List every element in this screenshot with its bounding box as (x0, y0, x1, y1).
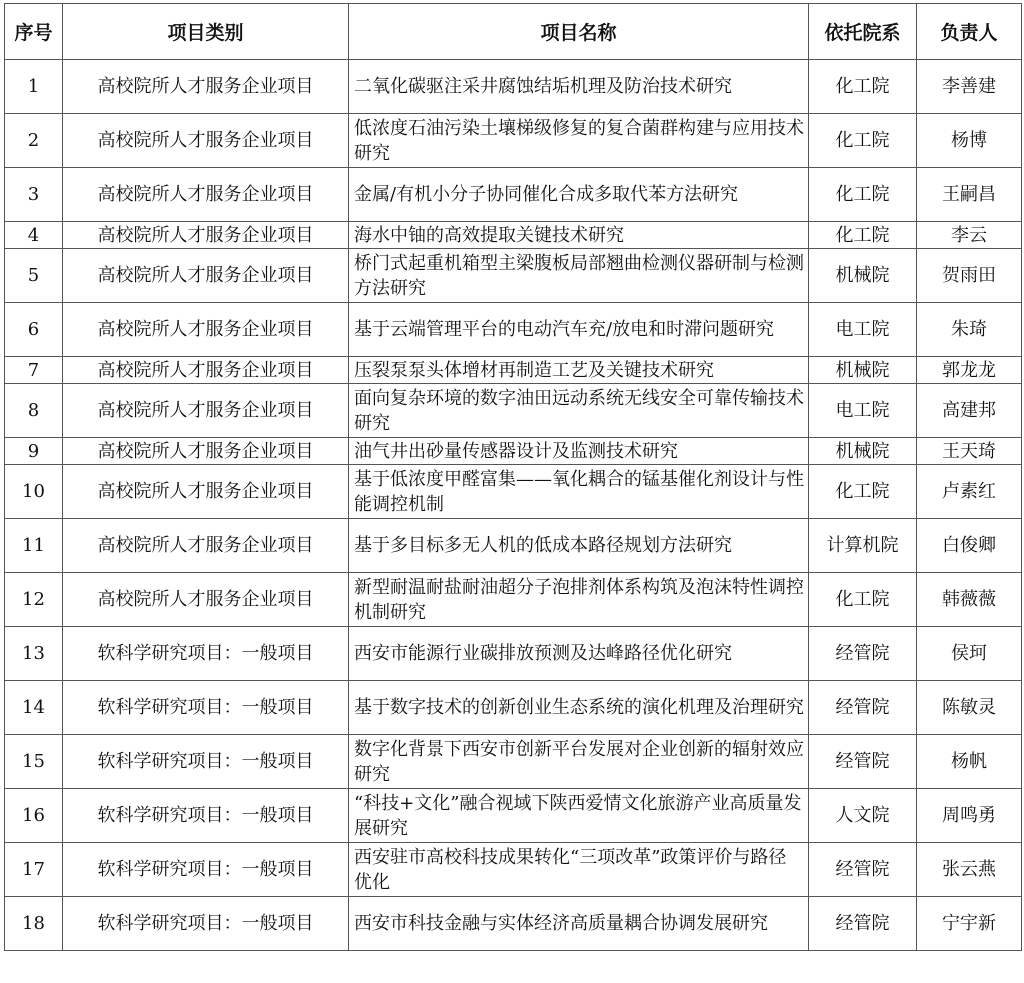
cell-lead: 王天琦 (917, 438, 1022, 465)
cell-lead: 宁宇新 (917, 897, 1022, 951)
cell-no: 6 (5, 303, 63, 357)
cell-dept: 电工院 (809, 384, 917, 438)
cell-category: 高校院所人才服务企业项目 (63, 222, 349, 249)
cell-dept: 化工院 (809, 60, 917, 114)
cell-no: 13 (5, 627, 63, 681)
table-row (5, 897, 1022, 951)
cell-name: 西安驻市高校科技成果转化“三项改革”政策评价与路径优化 (349, 843, 809, 897)
project-table (4, 3, 1022, 951)
cell-category: 高校院所人才服务企业项目 (63, 303, 349, 357)
table-row (5, 735, 1022, 789)
cell-name: 油气井出砂量传感器设计及监测技术研究 (349, 438, 809, 465)
cell-name: 二氧化碳驱注采井腐蚀结垢机理及防治技术研究 (349, 60, 809, 114)
cell-category: 软科学研究项目：一般项目 (63, 681, 349, 735)
header-row (5, 4, 1022, 60)
cell-name: 西安市能源行业碳排放预测及达峰路径优化研究 (349, 627, 809, 681)
table-row (5, 222, 1022, 249)
table-row (5, 681, 1022, 735)
table-row (5, 627, 1022, 681)
cell-dept: 化工院 (809, 114, 917, 168)
cell-no: 3 (5, 168, 63, 222)
table-row (5, 168, 1022, 222)
cell-lead: 陈敏灵 (917, 681, 1022, 735)
cell-no: 9 (5, 438, 63, 465)
cell-name: 基于低浓度甲醛富集——氧化耦合的锰基催化剂设计与性能调控机制 (349, 465, 809, 519)
cell-lead: 张云燕 (917, 843, 1022, 897)
cell-lead: 韩薇薇 (917, 573, 1022, 627)
cell-category: 高校院所人才服务企业项目 (63, 168, 349, 222)
cell-no: 17 (5, 843, 63, 897)
cell-dept: 化工院 (809, 168, 917, 222)
cell-category: 软科学研究项目：一般项目 (63, 735, 349, 789)
cell-name: 基于云端管理平台的电动汽车充/放电和时滞问题研究 (349, 303, 809, 357)
cell-dept: 化工院 (809, 465, 917, 519)
cell-dept: 化工院 (809, 222, 917, 249)
header-name: 项目名称 (349, 4, 809, 60)
table-row (5, 843, 1022, 897)
cell-dept: 机械院 (809, 249, 917, 303)
table-row (5, 249, 1022, 303)
cell-lead: 白俊卿 (917, 519, 1022, 573)
table-row (5, 384, 1022, 438)
cell-category: 高校院所人才服务企业项目 (63, 519, 349, 573)
cell-category: 高校院所人才服务企业项目 (63, 384, 349, 438)
cell-name: 新型耐温耐盐耐油超分子泡排剂体系构筑及泡沫特性调控机制研究 (349, 573, 809, 627)
cell-dept: 化工院 (809, 573, 917, 627)
cell-no: 11 (5, 519, 63, 573)
table-row (5, 438, 1022, 465)
cell-name: 压裂泵泵头体增材再制造工艺及关键技术研究 (349, 357, 809, 384)
cell-name: 低浓度石油污染土壤梯级修复的复合菌群构建与应用技术研究 (349, 114, 809, 168)
cell-lead: 贺雨田 (917, 249, 1022, 303)
cell-category: 高校院所人才服务企业项目 (63, 60, 349, 114)
cell-no: 8 (5, 384, 63, 438)
cell-dept: 机械院 (809, 357, 917, 384)
cell-dept: 机械院 (809, 438, 917, 465)
table-row (5, 789, 1022, 843)
table-row (5, 465, 1022, 519)
cell-lead: 卢素红 (917, 465, 1022, 519)
cell-lead: 高建邦 (917, 384, 1022, 438)
cell-lead: 郭龙龙 (917, 357, 1022, 384)
cell-category: 软科学研究项目：一般项目 (63, 843, 349, 897)
cell-dept: 经管院 (809, 681, 917, 735)
table-row (5, 114, 1022, 168)
cell-name: 基于多目标多无人机的低成本路径规划方法研究 (349, 519, 809, 573)
cell-lead: 侯珂 (917, 627, 1022, 681)
table-row (5, 60, 1022, 114)
header-dept: 依托院系 (809, 4, 917, 60)
cell-no: 15 (5, 735, 63, 789)
cell-no: 4 (5, 222, 63, 249)
header-lead: 负责人 (917, 4, 1022, 60)
cell-dept: 电工院 (809, 303, 917, 357)
cell-category: 软科学研究项目：一般项目 (63, 897, 349, 951)
cell-no: 2 (5, 114, 63, 168)
cell-lead: 李善建 (917, 60, 1022, 114)
cell-name: 金属/有机小分子协同催化合成多取代苯方法研究 (349, 168, 809, 222)
cell-dept: 经管院 (809, 735, 917, 789)
cell-no: 1 (5, 60, 63, 114)
cell-category: 高校院所人才服务企业项目 (63, 438, 349, 465)
cell-lead: 王嗣昌 (917, 168, 1022, 222)
cell-name: 西安市科技金融与实体经济高质量耦合协调发展研究 (349, 897, 809, 951)
cell-category: 高校院所人才服务企业项目 (63, 357, 349, 384)
cell-dept: 计算机院 (809, 519, 917, 573)
cell-no: 16 (5, 789, 63, 843)
cell-lead: 李云 (917, 222, 1022, 249)
cell-name: 面向复杂环境的数字油田远动系统无线安全可靠传输技术研究 (349, 384, 809, 438)
cell-no: 10 (5, 465, 63, 519)
cell-lead: 周鸣勇 (917, 789, 1022, 843)
cell-dept: 人文院 (809, 789, 917, 843)
header-no: 序号 (5, 4, 63, 60)
cell-no: 5 (5, 249, 63, 303)
cell-name: 海水中铀的高效提取关键技术研究 (349, 222, 809, 249)
cell-lead: 朱琦 (917, 303, 1022, 357)
table-row (5, 573, 1022, 627)
cell-dept: 经管院 (809, 843, 917, 897)
cell-name: 桥门式起重机箱型主梁腹板局部翘曲检测仪器研制与检测方法研究 (349, 249, 809, 303)
cell-no: 18 (5, 897, 63, 951)
table-row (5, 357, 1022, 384)
cell-lead: 杨博 (917, 114, 1022, 168)
cell-no: 12 (5, 573, 63, 627)
cell-category: 高校院所人才服务企业项目 (63, 573, 349, 627)
cell-no: 14 (5, 681, 63, 735)
cell-lead: 杨帆 (917, 735, 1022, 789)
cell-name: “科技+文化”融合视域下陕西爱情文化旅游产业高质量发展研究 (349, 789, 809, 843)
table-row (5, 303, 1022, 357)
header-category: 项目类别 (63, 4, 349, 60)
cell-category: 高校院所人才服务企业项目 (63, 249, 349, 303)
cell-category: 软科学研究项目：一般项目 (63, 627, 349, 681)
cell-category: 软科学研究项目：一般项目 (63, 789, 349, 843)
cell-dept: 经管院 (809, 627, 917, 681)
cell-no: 7 (5, 357, 63, 384)
cell-name: 基于数字技术的创新创业生态系统的演化机理及治理研究 (349, 681, 809, 735)
cell-category: 高校院所人才服务企业项目 (63, 465, 349, 519)
cell-name: 数字化背景下西安市创新平台发展对企业创新的辐射效应研究 (349, 735, 809, 789)
cell-category: 高校院所人才服务企业项目 (63, 114, 349, 168)
table-row (5, 519, 1022, 573)
cell-dept: 经管院 (809, 897, 917, 951)
